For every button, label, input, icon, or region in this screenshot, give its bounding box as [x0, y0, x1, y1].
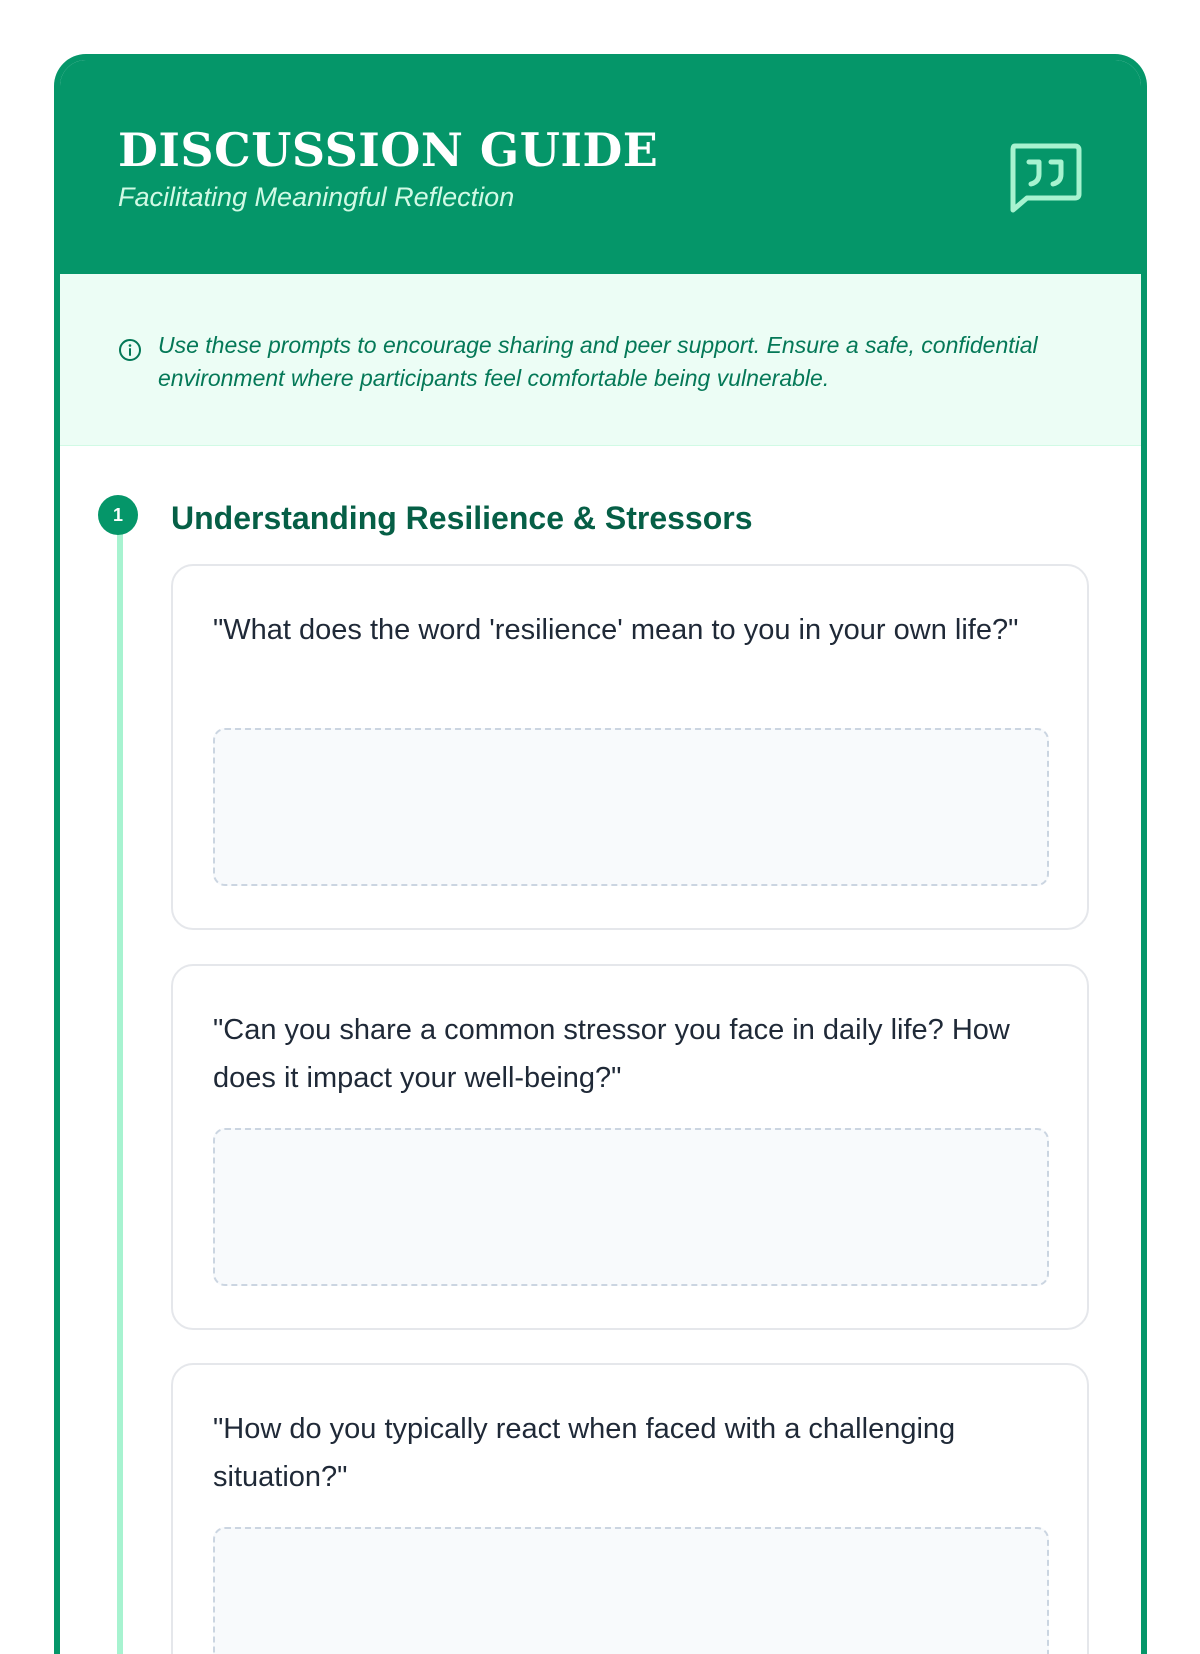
timeline-line	[117, 530, 123, 1654]
answer-field[interactable]	[213, 1128, 1049, 1286]
quote-bubble-icon	[1007, 142, 1083, 214]
step-number-badge: 1	[98, 495, 138, 535]
answer-field[interactable]	[213, 728, 1049, 886]
question-card	[171, 1363, 1089, 1654]
question-text: "How do you typically react when faced with a challenging situation?"	[213, 1413, 956, 1493]
guide-header	[60, 60, 1141, 274]
answer-field[interactable]	[213, 1527, 1049, 1654]
section-title: Understanding Resilience & Stressors	[171, 500, 753, 536]
page-title: DISCUSSION GUIDE	[118, 123, 659, 177]
info-banner	[60, 274, 1141, 446]
question-card	[171, 564, 1089, 930]
discussion-guide-card	[54, 54, 1147, 1654]
question-card	[171, 964, 1089, 1330]
info-circle-icon	[118, 338, 142, 362]
page-subtitle: Facilitating Meaningful Reflection	[118, 182, 515, 212]
info-text: Use these prompts to encourage sharing and peer support. Ensure a safe, confidential environment where participants feel comfortable being vulnerable.	[158, 332, 1038, 391]
question-text: "Can you share a common stressor you face in daily life? How does it impact your well-being?"	[213, 1014, 1010, 1094]
question-text: "What does the word 'resilience' mean to you in your own life?"	[213, 614, 1019, 646]
